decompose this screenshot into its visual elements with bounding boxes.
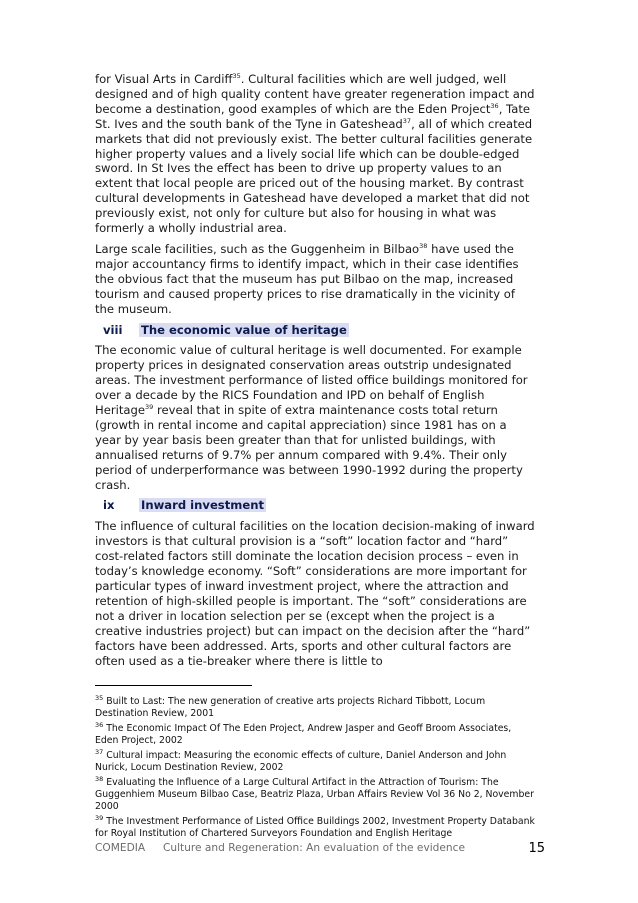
footnote-text: The Investment Performance of Listed Office Buildings 2002, Investment Property Databank for Royal Institution of Chartered Surveyors Foundation and English Heritage: [95, 816, 535, 840]
footnote-ref-38[interactable]: 38: [419, 242, 428, 251]
section-title: Inward investment: [141, 498, 264, 513]
footnote-number: 36: [95, 721, 104, 730]
footnote-text: Evaluating the Influence of a Large Cultural Artifact in the Attraction of Tourism: The Guggenhiem Museum Bilbao Case, Beatriz Plaza, Urban Affairs Review Vol 36 No 2, November 2000: [95, 777, 534, 813]
paragraph-guggenheim: [95, 242, 535, 317]
footer-title: Culture and Regeneration: An evaluation of the evidence: [163, 842, 465, 854]
footnote-text: The Economic Impact Of The Eden Project, Andrew Jasper and Geoff Broom Associates, Eden Project, 2002: [95, 723, 512, 747]
section-number: viii: [103, 322, 123, 337]
page-footer: [95, 842, 545, 854]
text: have used the major accountancy firms to identify impact, which in their case identifies the obvious fact that the museum has put Bilbao on the map, increased tourism and caused property prices to rise dramatically in the vicinity of the museum.: [95, 241, 519, 316]
footnote-37: [95, 750, 535, 774]
footnote-text: Built to Last: The new generation of creative arts projects Richard Tibbott, Locum Destination Review, 2001: [95, 696, 486, 720]
footnote-separator: [95, 685, 252, 686]
text: , all of which created markets that did not previously exist. The better cultural facilities generate higher property values and a lively social life which can be double-edged sword. In St Ives the effect has been to drive up property values to an extent that local people are priced out of the housing market. By contrast cultural developments in Gateshead have developed a market that did not previously exist, not only for culture but also for housing in what was formerly a wholly industrial area.: [95, 116, 533, 236]
paragraph-inward-investment: [95, 519, 535, 668]
paragraph-cultural-facilities: [95, 72, 535, 236]
footnote-35: [95, 696, 535, 720]
footnote-number: 38: [95, 775, 104, 784]
footer-org: COMEDIA: [95, 842, 146, 854]
page-number: 15: [528, 841, 545, 856]
footnote-number: 35: [95, 694, 104, 703]
footnote-36: [95, 723, 535, 747]
section-number: ix: [103, 498, 115, 513]
footnote-number: 39: [95, 814, 104, 823]
footnotes: [95, 696, 535, 840]
text: reveal that in spite of extra maintenance costs total return (growth in rental income and capital appreciation) since 1981 has on a year by year basis been greater than that for unlisted buildings, with annualised returns of 9.7% per annum compared with 9.4%. Their only period of underperformance was between 1990-1992 during the property crash.: [95, 403, 523, 492]
footnote-ref-36[interactable]: 36: [490, 101, 499, 110]
footnote-ref-37[interactable]: 37: [402, 116, 412, 125]
text: The influence of cultural facilities on the location decision-making of inward investors is that cultural provision is a “soft” location factor and “hard” cost-related factors still dominate the location decision process – even in today’s knowledge economy. “Soft” considerations are more important for particular types of inward investment project, where the attraction and retention of high-skilled people is important. The “soft” considerations are not a driver in location selection per se (except when the project is a creative industries project) but can impact on the decision after the “hard” factors have been addressed. Arts, sports and other cultural factors are often used as a tie-breaker where there is little to: [95, 519, 535, 668]
text: . Cultural facilities which are well judged, well designed and of high quality content have greater regeneration impact and become a destination, good examples of which are the Eden Project: [95, 72, 535, 116]
section-heading-heritage: [95, 323, 535, 338]
footnote-ref-35[interactable]: 35: [232, 72, 241, 81]
section-title: The economic value of heritage: [141, 322, 347, 337]
footnote-text: Cultural impact: Measuring the economic effects of culture, Daniel Anderson and John Nurick, Locum Destination Review, 2002: [95, 750, 507, 774]
footnote-38: [95, 777, 535, 813]
text: Large scale facilities, such as the Guggenheim in Bilbao: [95, 241, 420, 256]
paragraph-heritage: [95, 343, 535, 492]
footnote-number: 37: [95, 748, 104, 757]
text: , Tate St. Ives and the south bank of the Tyne in Gateshead: [95, 101, 531, 131]
footnote-ref-39[interactable]: 39: [144, 403, 154, 412]
document-body: [95, 72, 535, 843]
footnote-39: [95, 816, 535, 840]
text: The economic value of cultural heritage is well documented. For example property prices in designated conservation areas outstrip undesignated areas. The investment performance of listed office buildings monitored for over a decade by the RICS Foundation and IPD on behalf of English Heritage: [95, 343, 528, 418]
section-heading-inward-investment: [95, 498, 535, 513]
text: for Visual Arts in Cardiff: [95, 72, 233, 86]
